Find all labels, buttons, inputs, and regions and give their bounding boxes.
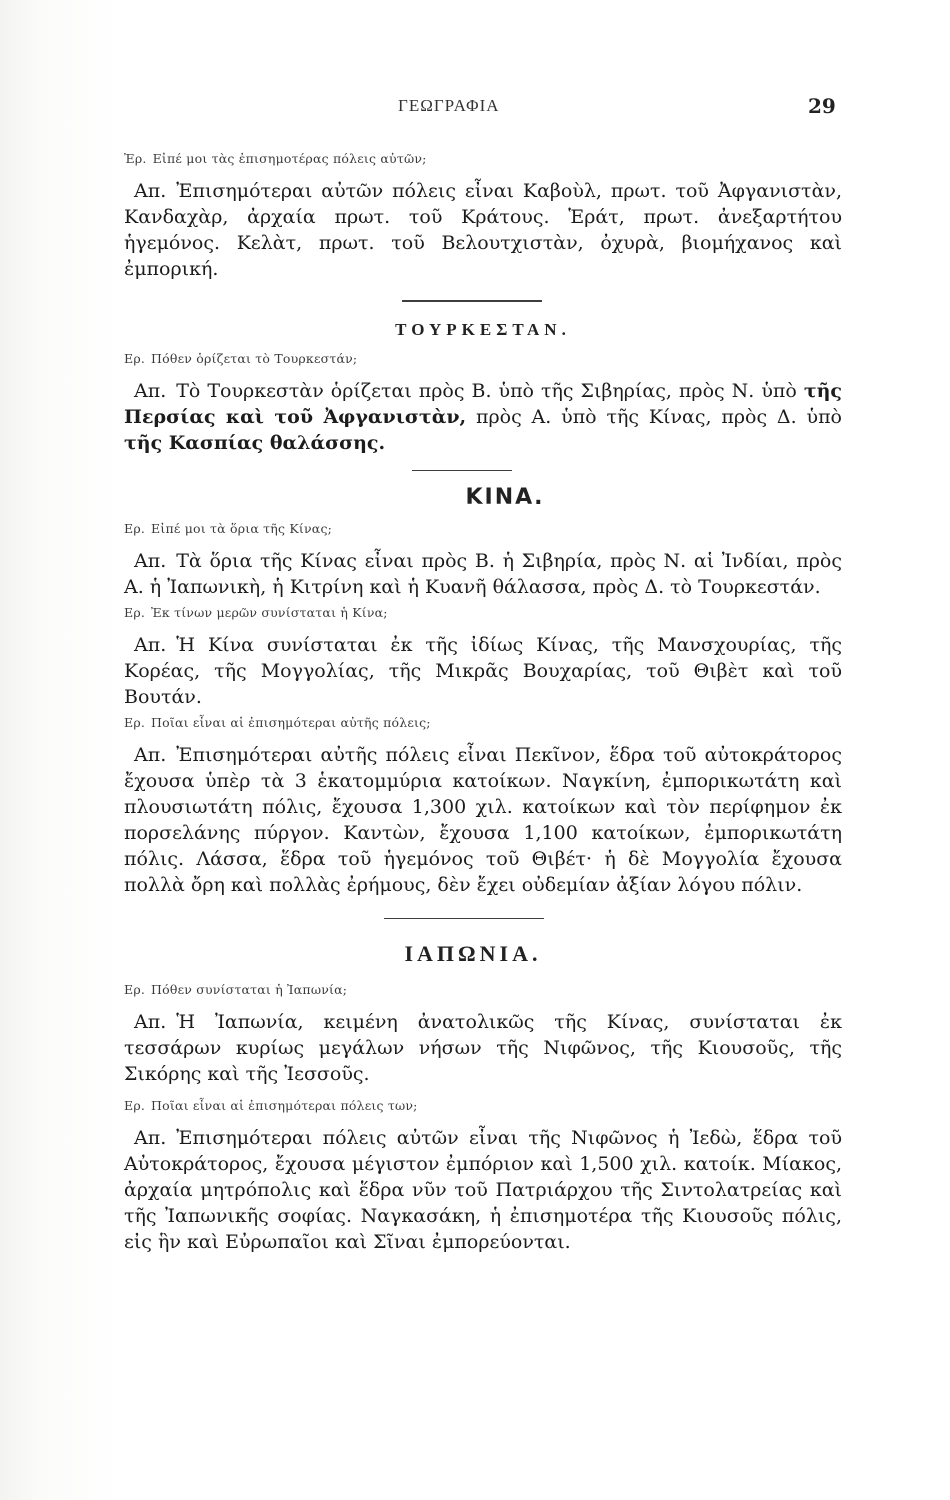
china-parts-qa [124,604,842,710]
answer-label: Απ. [134,744,167,766]
question-text: Ποῖαι εἶναι αἱ ἐπισημότεραι πόλεις των; [151,1098,418,1113]
afghanistan-cities-qa [124,150,842,282]
question-label: Ερ. [124,605,146,620]
question-label: Ερ. [124,521,146,536]
answer [124,178,842,282]
japan-composition-qa [124,981,842,1087]
answer [124,548,842,600]
answer-label: Απ. [134,380,167,402]
section-divider [412,470,512,471]
answer-text: Τὸ Τουρκεστὰν ὁρίζεται πρὸς Β. ὑπὸ τῆς Σιβηρίας, πρὸς Ν. ὑπὸ [176,380,804,402]
question-label: Ερ. [124,351,146,366]
question [124,350,842,368]
answer-text: Ἐπισημότεραι αὐτῆς πόλεις εἶναι Πεκῖνον, ἕδρα τοῦ αὐτοκράτορος ἔχουσα ὑπὲρ τὰ 3 ἑκατομμύρια κατοίκων. Ναγκίνη, ἐμπορικωτάτη καὶ πλουσιωτάτη πόλις, ἔχουσα 1,300 χιλ. κατοίκων καὶ τὸν περίφημον ἐκ πορσελάνης πύργον. Καντὼν, ἔχουσα 1,100 κατοίκων, ἐμπορικωτάτη πόλις. Λάσσα, ἕδρα τοῦ ἡγεμόνος τοῦ Θιβέτ· ἡ δὲ Μογγολία ἔχουσα πολλὰ ὄρη καὶ πολλὰς ἐρήμους, δὲν ἔχει οὐδεμίαν ἀξίαν λόγου πόλιν. [124,744,842,896]
question [124,1097,842,1115]
answer-text: Ἡ Κίνα συνίσταται ἐκ τῆς ἰδίως Κίνας, τῆς Μανσχουρίας, τῆς Κορέας, τῆς Μογγολίας, τῆς Μικρᾶς Βουχαρίας, τοῦ Θιβὲτ καὶ τοῦ Βουτάν. [124,634,842,708]
answer-label: Απ. [134,550,167,572]
answer-label: Απ. [134,1011,167,1033]
page-header [0,96,950,126]
question [124,604,842,622]
page-number: 29 [808,94,836,118]
running-title: ΓΕΩΓΡΑΦΙΑ [398,96,500,115]
question-label: Ερ. [124,1098,146,1113]
turkestan-borders-qa [124,350,842,456]
question-text: Ἐκ τίνων μερῶν συνίσταται ἡ Κίνα; [151,605,388,620]
page-content [124,150,842,1265]
answer-text-bold: τῆς Κασπίας θαλάσσης. [124,432,386,454]
answer [124,1009,842,1087]
question [124,520,842,538]
question-label: Ερ. [124,715,146,730]
section-divider [384,918,544,919]
answer-label: Απ. [134,180,167,202]
question [124,150,842,168]
section-divider [402,300,542,302]
question-text: Ποῖαι εἶναι αἱ ἐπισημότεραι αὐτῆς πόλεις; [151,715,431,730]
answer [124,378,842,456]
section-title-japan: ΙΑΠΩΝΙΑ. [404,941,542,966]
answer-text-bold: τῆς Περσίας καὶ τοῦ Ἀφγανιστὰν, [124,380,842,428]
question-text: Εἰπέ μοι τὰ ὅρια τῆς Κίνας; [151,521,333,536]
answer [124,1125,842,1255]
question [124,714,842,732]
answer-text: Ἡ Ἰαπωνία, κειμένη ἀνατολικῶς τῆς Κίνας, συνίσταται ἐκ τεσσάρων κυρίως μεγάλων νήσων τῆς Νιφῶνος, τῆς Κιουσοῦς, τῆς Σικόρης καὶ τῆς Ἰεσσοῦς. [124,1011,842,1085]
japan-cities-qa [124,1097,842,1255]
china-borders-qa [124,520,842,600]
answer [124,632,842,710]
question-text: Πόθεν συνίσταται ἡ Ἰαπωνία; [151,982,348,997]
section-title-turkestan: ΤΟΥΡΚΕΣΤΑΝ. [395,320,571,339]
china-cities-qa [124,714,842,898]
question-label: Ἐρ. [124,151,147,166]
section-title-china: ΚΙΝΑ. [465,485,545,510]
answer-label: Απ. [134,634,167,656]
question-label: Ερ. [124,982,146,997]
answer-text: Τὰ ὅρια τῆς Κίνας εἶναι πρὸς Β. ἡ Σιβηρία, πρὸς Ν. αἱ Ἰνδίαι, πρὸς Α. ἡ Ἰαπωνικὴ, ἡ Κιτρίνη καὶ ἡ Κυανῆ θάλασσα, πρὸς Δ. τὸ Τουρκεστάν. [124,550,842,598]
question [124,981,842,999]
question-text: Πόθεν ὁρίζεται τὸ Τουρκεστάν; [151,351,358,366]
answer [124,742,842,898]
answer-text: Ἐπισημότεραι αὐτῶν πόλεις εἶναι Καβοὺλ, πρωτ. τοῦ Ἀφγανιστὰν, Κανδαχὰρ, ἀρχαία πρωτ. τοῦ Κράτους. Ἑράτ, πρωτ. ἀνεξαρτήτου ἡγεμόνος. Κελὰτ, πρωτ. τοῦ Βελουτχιστὰν, ὀχυρὰ, βιομήχανος καὶ ἐμπορική. [124,180,842,280]
answer-text: Ἐπισημότεραι πόλεις αὐτῶν εἶναι τῆς Νιφῶνος ἡ Ἰεδὼ, ἕδρα τοῦ Αὐτοκράτορος, ἔχουσα μέγιστον ἐμπόριον καὶ 1,500 χιλ. κατοίκ. Μίακος, ἀρχαία μητρόπολις καὶ ἕδρα νῦν τοῦ Πατριάρχου τῆς Σιντολατρείας καὶ τῆς Ἰαπωνικῆς σοφίας. Ναγκασάκη, ἡ ἐπισημοτέρα τῆς Κιουσοῦς πόλις, εἰς ἣν καὶ Εὐρωπαῖοι καὶ Σῖναι ἐμπορεύονται. [124,1127,842,1253]
question-text: Εἰπέ μοι τὰς ἐπισημοτέρας πόλεις αὐτῶν; [152,151,427,166]
answer-text: πρὸς Α. ὑπὸ τῆς Κίνας, πρὸς Δ. ὑπὸ [466,406,842,428]
answer-label: Απ. [134,1127,167,1149]
